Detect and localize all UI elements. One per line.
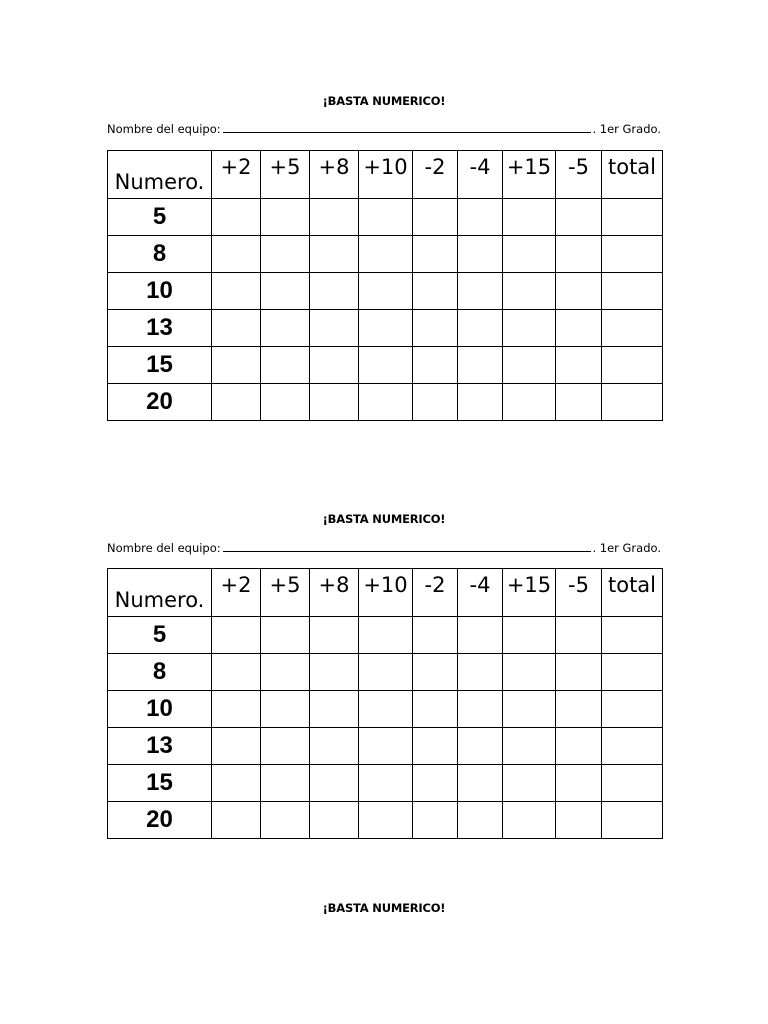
table-row <box>108 199 663 236</box>
answer-cell[interactable] <box>359 236 413 273</box>
answer-cell[interactable] <box>556 802 602 839</box>
answer-cell[interactable] <box>458 347 503 384</box>
answer-cell[interactable] <box>602 273 663 310</box>
row-number: 20 <box>108 802 212 839</box>
answer-cell[interactable] <box>413 617 458 654</box>
grade-label: . 1er Grado. <box>592 122 661 136</box>
answer-cell[interactable] <box>602 384 663 421</box>
numero-header: Numero. <box>108 569 212 617</box>
answer-cell[interactable] <box>413 654 458 691</box>
answer-cell[interactable] <box>310 802 359 839</box>
table-row <box>108 310 663 347</box>
answer-cell[interactable] <box>503 802 556 839</box>
team-name-blank[interactable] <box>223 131 592 133</box>
answer-cell[interactable] <box>556 691 602 728</box>
answer-cell[interactable] <box>310 617 359 654</box>
answer-cell[interactable] <box>602 617 663 654</box>
answer-cell[interactable] <box>261 199 310 236</box>
answer-cell[interactable] <box>458 654 503 691</box>
column-header: +2 <box>212 569 261 617</box>
table-row <box>108 236 663 273</box>
answer-cell[interactable] <box>212 310 261 347</box>
answer-cell[interactable] <box>556 765 602 802</box>
answer-cell[interactable] <box>413 728 458 765</box>
answer-cell[interactable] <box>556 617 602 654</box>
answer-cell[interactable] <box>503 273 556 310</box>
answer-cell[interactable] <box>310 310 359 347</box>
answer-cell[interactable] <box>602 728 663 765</box>
sheet-2-title: ¡BASTA NUMERICO! <box>322 512 446 526</box>
answer-cell[interactable] <box>310 765 359 802</box>
column-header: +2 <box>212 151 261 199</box>
answer-cell[interactable] <box>359 728 413 765</box>
answer-cell[interactable] <box>261 765 310 802</box>
answer-cell[interactable] <box>413 310 458 347</box>
table-row <box>108 273 663 310</box>
answer-cell[interactable] <box>503 765 556 802</box>
answer-cell[interactable] <box>359 802 413 839</box>
table-row <box>108 347 663 384</box>
answer-cell[interactable] <box>503 199 556 236</box>
answer-cell[interactable] <box>261 310 310 347</box>
answer-cell[interactable] <box>556 654 602 691</box>
answer-cell[interactable] <box>261 617 310 654</box>
grade-label: . 1er Grado. <box>592 541 661 555</box>
answer-cell[interactable] <box>310 347 359 384</box>
answer-cell[interactable] <box>458 273 503 310</box>
column-header: +10 <box>359 569 413 617</box>
column-header: -4 <box>458 151 503 199</box>
answer-cell[interactable] <box>310 384 359 421</box>
row-number: 10 <box>108 691 212 728</box>
answer-cell[interactable] <box>458 310 503 347</box>
answer-cell[interactable] <box>261 691 310 728</box>
sheet-1-title: ¡BASTA NUMERICO! <box>322 94 446 108</box>
answer-cell[interactable] <box>310 691 359 728</box>
column-header: +15 <box>503 569 556 617</box>
row-number: 10 <box>108 273 212 310</box>
answer-cell[interactable] <box>503 236 556 273</box>
sheet-3-title: ¡BASTA NUMERICO! <box>322 901 446 915</box>
team-name-blank[interactable] <box>223 550 592 552</box>
answer-cell[interactable] <box>359 273 413 310</box>
answer-cell[interactable] <box>359 384 413 421</box>
answer-cell[interactable] <box>602 802 663 839</box>
answer-cell[interactable] <box>602 691 663 728</box>
sheet-1-team-line <box>107 122 661 136</box>
table-row <box>108 384 663 421</box>
answer-cell[interactable] <box>212 654 261 691</box>
answer-cell[interactable] <box>602 765 663 802</box>
answer-cell[interactable] <box>212 691 261 728</box>
answer-cell[interactable] <box>602 654 663 691</box>
answer-cell[interactable] <box>212 236 261 273</box>
table-row <box>108 654 663 691</box>
answer-cell[interactable] <box>556 199 602 236</box>
column-header: -4 <box>458 569 503 617</box>
column-header: total <box>602 569 663 617</box>
answer-cell[interactable] <box>212 199 261 236</box>
answer-cell[interactable] <box>359 765 413 802</box>
numero-header: Numero. <box>108 151 212 199</box>
answer-cell[interactable] <box>458 728 503 765</box>
row-number: 8 <box>108 654 212 691</box>
answer-cell[interactable] <box>458 199 503 236</box>
answer-cell[interactable] <box>413 384 458 421</box>
answer-cell[interactable] <box>556 728 602 765</box>
answer-cell[interactable] <box>310 654 359 691</box>
team-name-label: Nombre del equipo: <box>107 122 221 136</box>
table-row <box>108 617 663 654</box>
column-header: +10 <box>359 151 413 199</box>
answer-cell[interactable] <box>503 384 556 421</box>
answer-cell[interactable] <box>556 273 602 310</box>
row-number: 5 <box>108 617 212 654</box>
row-number: 15 <box>108 347 212 384</box>
column-header: -2 <box>413 569 458 617</box>
column-header: +15 <box>503 151 556 199</box>
table-row <box>108 802 663 839</box>
row-number: 13 <box>108 728 212 765</box>
row-number: 15 <box>108 765 212 802</box>
column-header: +5 <box>261 569 310 617</box>
answer-cell[interactable] <box>310 728 359 765</box>
answer-cell[interactable] <box>261 347 310 384</box>
answer-cell[interactable] <box>310 199 359 236</box>
answer-cell[interactable] <box>602 347 663 384</box>
answer-cell[interactable] <box>212 728 261 765</box>
answer-cell[interactable] <box>212 617 261 654</box>
answer-cell[interactable] <box>503 617 556 654</box>
answer-cell[interactable] <box>503 347 556 384</box>
row-number: 8 <box>108 236 212 273</box>
sheet-2-table <box>107 568 663 839</box>
column-header: +8 <box>310 569 359 617</box>
answer-cell[interactable] <box>503 691 556 728</box>
column-header: -5 <box>556 569 602 617</box>
team-name-label: Nombre del equipo: <box>107 541 221 555</box>
answer-cell[interactable] <box>359 654 413 691</box>
answer-cell[interactable] <box>310 236 359 273</box>
answer-cell[interactable] <box>556 384 602 421</box>
answer-cell[interactable] <box>556 236 602 273</box>
answer-cell[interactable] <box>261 654 310 691</box>
answer-cell[interactable] <box>458 384 503 421</box>
header-row <box>108 151 663 199</box>
header-row <box>108 569 663 617</box>
answer-cell[interactable] <box>359 617 413 654</box>
answer-cell[interactable] <box>458 802 503 839</box>
row-number: 5 <box>108 199 212 236</box>
answer-cell[interactable] <box>413 199 458 236</box>
answer-cell[interactable] <box>359 691 413 728</box>
sheet-2-team-line <box>107 541 661 555</box>
answer-cell[interactable] <box>212 765 261 802</box>
answer-cell[interactable] <box>458 765 503 802</box>
row-number: 20 <box>108 384 212 421</box>
table-row <box>108 728 663 765</box>
row-number: 13 <box>108 310 212 347</box>
column-header: +5 <box>261 151 310 199</box>
answer-cell[interactable] <box>261 236 310 273</box>
answer-cell[interactable] <box>359 310 413 347</box>
answer-cell[interactable] <box>261 273 310 310</box>
answer-cell[interactable] <box>602 236 663 273</box>
answer-cell[interactable] <box>556 310 602 347</box>
answer-cell[interactable] <box>503 728 556 765</box>
answer-cell[interactable] <box>413 347 458 384</box>
answer-cell[interactable] <box>413 273 458 310</box>
answer-cell[interactable] <box>212 802 261 839</box>
answer-cell[interactable] <box>413 765 458 802</box>
table-row <box>108 765 663 802</box>
answer-cell[interactable] <box>413 691 458 728</box>
answer-cell[interactable] <box>261 802 310 839</box>
column-header: -2 <box>413 151 458 199</box>
column-header: total <box>602 151 663 199</box>
column-header: +8 <box>310 151 359 199</box>
answer-cell[interactable] <box>503 654 556 691</box>
table-row <box>108 691 663 728</box>
answer-cell[interactable] <box>602 199 663 236</box>
answer-cell[interactable] <box>458 617 503 654</box>
answer-cell[interactable] <box>212 273 261 310</box>
answer-cell[interactable] <box>458 691 503 728</box>
answer-cell[interactable] <box>556 347 602 384</box>
answer-cell[interactable] <box>413 802 458 839</box>
answer-cell[interactable] <box>458 236 503 273</box>
answer-cell[interactable] <box>212 347 261 384</box>
answer-cell[interactable] <box>359 199 413 236</box>
answer-cell[interactable] <box>359 347 413 384</box>
column-header: -5 <box>556 151 602 199</box>
answer-cell[interactable] <box>212 384 261 421</box>
answer-cell[interactable] <box>413 236 458 273</box>
answer-cell[interactable] <box>503 310 556 347</box>
sheet-1-table <box>107 150 663 421</box>
answer-cell[interactable] <box>602 310 663 347</box>
answer-cell[interactable] <box>310 273 359 310</box>
answer-cell[interactable] <box>261 384 310 421</box>
answer-cell[interactable] <box>261 728 310 765</box>
